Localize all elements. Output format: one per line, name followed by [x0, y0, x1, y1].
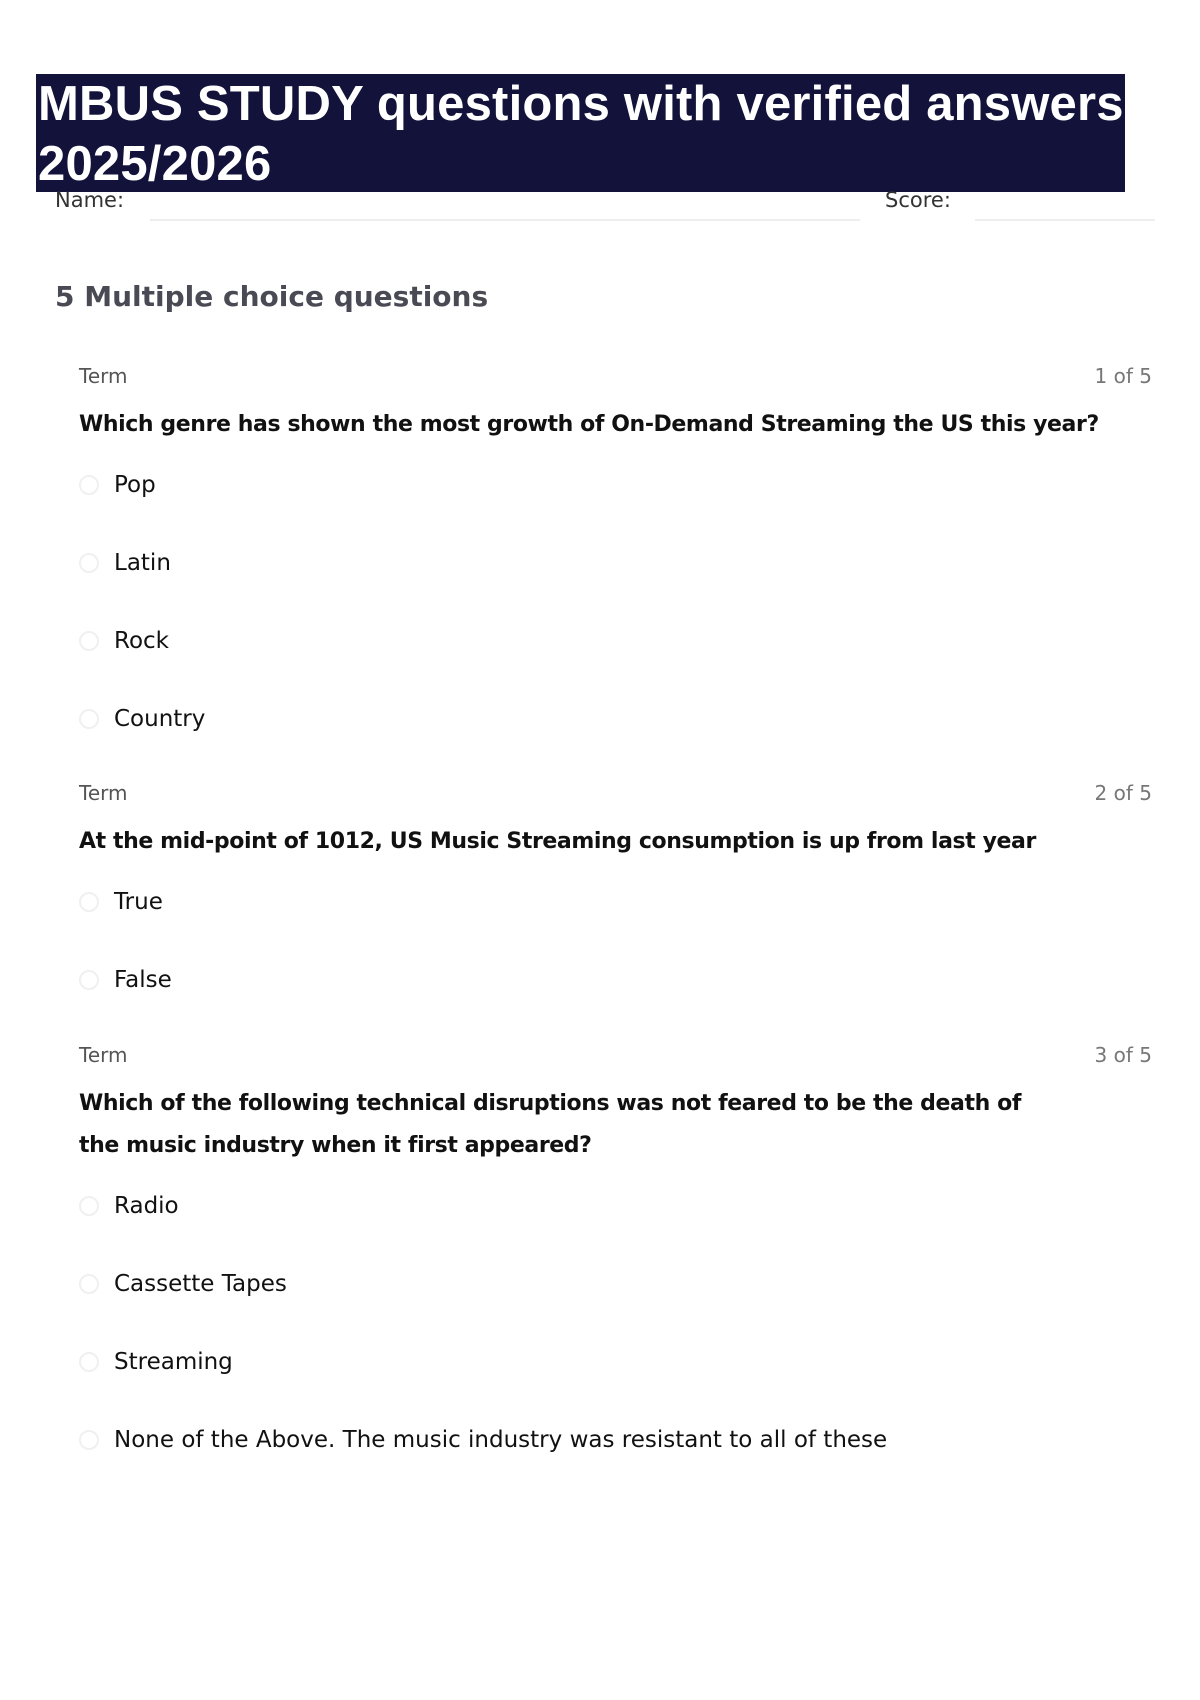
question-card-1: [79, 364, 1152, 758]
question-counter: 2 of 5: [1094, 781, 1152, 805]
question-header: [79, 781, 1152, 811]
radio-icon[interactable]: [79, 1352, 99, 1372]
question-term-label: Term: [79, 364, 128, 388]
question-term-label: Term: [79, 1043, 128, 1067]
answer-option-label: False: [114, 967, 172, 993]
answer-option[interactable]: [79, 1245, 1152, 1323]
answer-option-label: Latin: [114, 550, 171, 576]
name-label: Name:: [55, 188, 125, 212]
question-card-2: [79, 781, 1152, 1019]
radio-icon[interactable]: [79, 1274, 99, 1294]
answer-option[interactable]: [79, 1323, 1152, 1401]
answer-option[interactable]: [79, 680, 1152, 758]
question-header: [79, 1043, 1152, 1073]
answer-option[interactable]: [79, 1401, 1152, 1479]
radio-icon[interactable]: [79, 709, 99, 729]
answer-option-label: Streaming: [114, 1349, 233, 1375]
radio-icon[interactable]: [79, 1430, 99, 1450]
name-field-line: [150, 219, 860, 221]
score-field-line: [975, 219, 1155, 221]
question-term-label: Term: [79, 781, 128, 805]
question-text: Which of the following technical disruptions was not feared to be the death of the music industry when it first appeared?: [79, 1091, 1022, 1158]
answer-option[interactable]: [79, 1167, 1152, 1245]
section-heading: 5 Multiple choice questions: [55, 280, 489, 313]
question-counter: 3 of 5: [1094, 1043, 1152, 1067]
radio-icon[interactable]: [79, 475, 99, 495]
question-text: Which genre has shown the most growth of On-Demand Streaming the US this year?: [79, 412, 1099, 437]
question-text: At the mid-point of 1012, US Music Streaming consumption is up from last year: [79, 829, 1036, 854]
answer-option-label: None of the Above. The music industry was resistant to all of these: [114, 1427, 888, 1453]
answer-options: [79, 446, 1152, 758]
question-card-3: [79, 1043, 1152, 1479]
radio-icon[interactable]: [79, 553, 99, 573]
radio-icon[interactable]: [79, 892, 99, 912]
answer-option[interactable]: [79, 941, 1152, 1019]
radio-icon[interactable]: [79, 631, 99, 651]
radio-icon[interactable]: [79, 1196, 99, 1216]
question-counter: 1 of 5: [1094, 364, 1152, 388]
answer-option-label: True: [114, 889, 163, 915]
answer-option-label: Radio: [114, 1193, 179, 1219]
student-info-row: [0, 188, 1200, 228]
score-label: Score:: [885, 188, 951, 212]
answer-option-label: Rock: [114, 628, 169, 654]
answer-option[interactable]: [79, 602, 1152, 680]
answer-options: [79, 863, 1152, 1019]
radio-icon[interactable]: [79, 970, 99, 990]
answer-option-label: Cassette Tapes: [114, 1271, 287, 1297]
page-title: MBUS STUDY questions with verified answers 2025/2026: [38, 77, 1124, 191]
question-header: [79, 364, 1152, 394]
answer-option[interactable]: [79, 863, 1152, 941]
answer-option[interactable]: [79, 446, 1152, 524]
answer-option-label: Country: [114, 706, 206, 732]
answer-options: [79, 1167, 1152, 1479]
answer-option[interactable]: [79, 524, 1152, 602]
answer-option-label: Pop: [114, 472, 156, 498]
title-banner: [36, 74, 1125, 192]
